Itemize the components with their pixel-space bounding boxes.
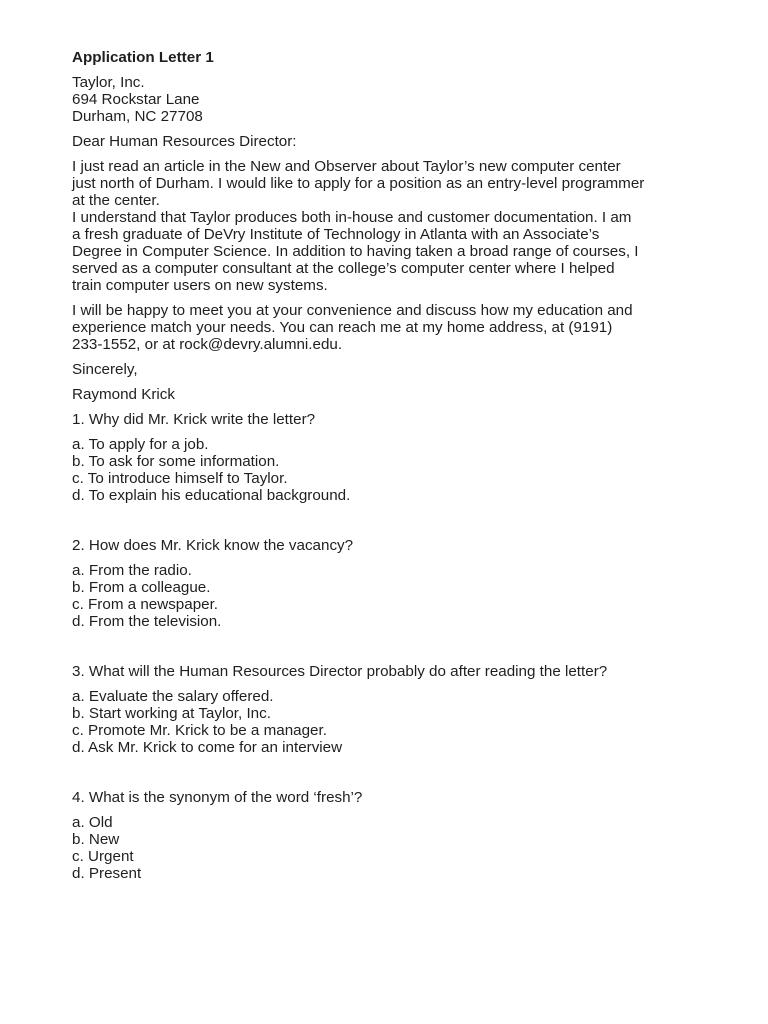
answer-option: b. From a colleague. bbox=[72, 579, 211, 596]
answer-option: d. From the television. bbox=[72, 613, 222, 630]
answer-option: b. New bbox=[72, 831, 120, 848]
answer-option: d. Ask Mr. Krick to come for an interview bbox=[72, 739, 343, 756]
address-line: Durham, NC 27708 bbox=[72, 108, 203, 125]
body-line: experience match your needs. You can reach me at my home address, at (9191) bbox=[72, 319, 613, 336]
question-text: 3. What will the Human Resources Director probably do after reading the letter? bbox=[72, 663, 608, 680]
answer-option: d. Present bbox=[72, 865, 142, 882]
body-line: train computer users on new systems. bbox=[72, 277, 328, 294]
question-text: 4. What is the synonym of the word ‘fresh’? bbox=[72, 789, 363, 806]
body-line: at the center. bbox=[72, 192, 160, 209]
body-line: 233-1552, or at rock@devry.alumni.edu. bbox=[72, 336, 343, 353]
salutation: Dear Human Resources Director: bbox=[72, 133, 297, 150]
body-line: a fresh graduate of DeVry Institute of Technology in Atlanta with an Associate’s bbox=[72, 226, 600, 243]
signature: Raymond Krick bbox=[72, 386, 175, 403]
letter-body-paragraph-1 bbox=[72, 158, 722, 294]
question-4 bbox=[72, 789, 722, 882]
answer-option: b. Start working at Taylor, Inc. bbox=[72, 705, 271, 722]
body-line: I understand that Taylor produces both in-house and customer documentation. I am bbox=[72, 209, 632, 226]
letter-body-paragraph-2 bbox=[72, 302, 722, 353]
answer-option: c. From a newspaper. bbox=[72, 596, 219, 613]
address-line: Taylor, Inc. bbox=[72, 74, 145, 91]
answer-option: c. To introduce himself to Taylor. bbox=[72, 470, 288, 487]
closing: Sincerely, bbox=[72, 361, 138, 378]
question-3 bbox=[72, 663, 722, 756]
body-line: Degree in Computer Science. In addition to having taken a broad range of courses, I bbox=[72, 243, 639, 260]
answer-option: c. Urgent bbox=[72, 848, 134, 865]
answer-option: a. Evaluate the salary offered. bbox=[72, 688, 274, 705]
body-line: served as a computer consultant at the college’s computer center where I helped bbox=[72, 260, 615, 277]
answer-option: a. Old bbox=[72, 814, 113, 831]
document-title: Application Letter 1 bbox=[72, 49, 214, 66]
question-1 bbox=[72, 411, 722, 504]
question-2 bbox=[72, 537, 722, 630]
answer-option: a. From the radio. bbox=[72, 562, 192, 579]
answer-option: b. To ask for some information. bbox=[72, 453, 280, 470]
answer-option: a. To apply for a job. bbox=[72, 436, 209, 453]
body-line: just north of Durham. I would like to apply for a position as an entry-level programmer bbox=[72, 175, 645, 192]
question-text: 1. Why did Mr. Krick write the letter? bbox=[72, 411, 316, 428]
document-page bbox=[72, 49, 722, 915]
recipient-address bbox=[72, 74, 722, 125]
answer-option: c. Promote Mr. Krick to be a manager. bbox=[72, 722, 327, 739]
answer-option: d. To explain his educational background. bbox=[72, 487, 351, 504]
body-line: I just read an article in the New and Observer about Taylor’s new computer center bbox=[72, 158, 621, 175]
address-line: 694 Rockstar Lane bbox=[72, 91, 200, 108]
question-text: 2. How does Mr. Krick know the vacancy? bbox=[72, 537, 354, 554]
body-line: I will be happy to meet you at your convenience and discuss how my education and bbox=[72, 302, 633, 319]
